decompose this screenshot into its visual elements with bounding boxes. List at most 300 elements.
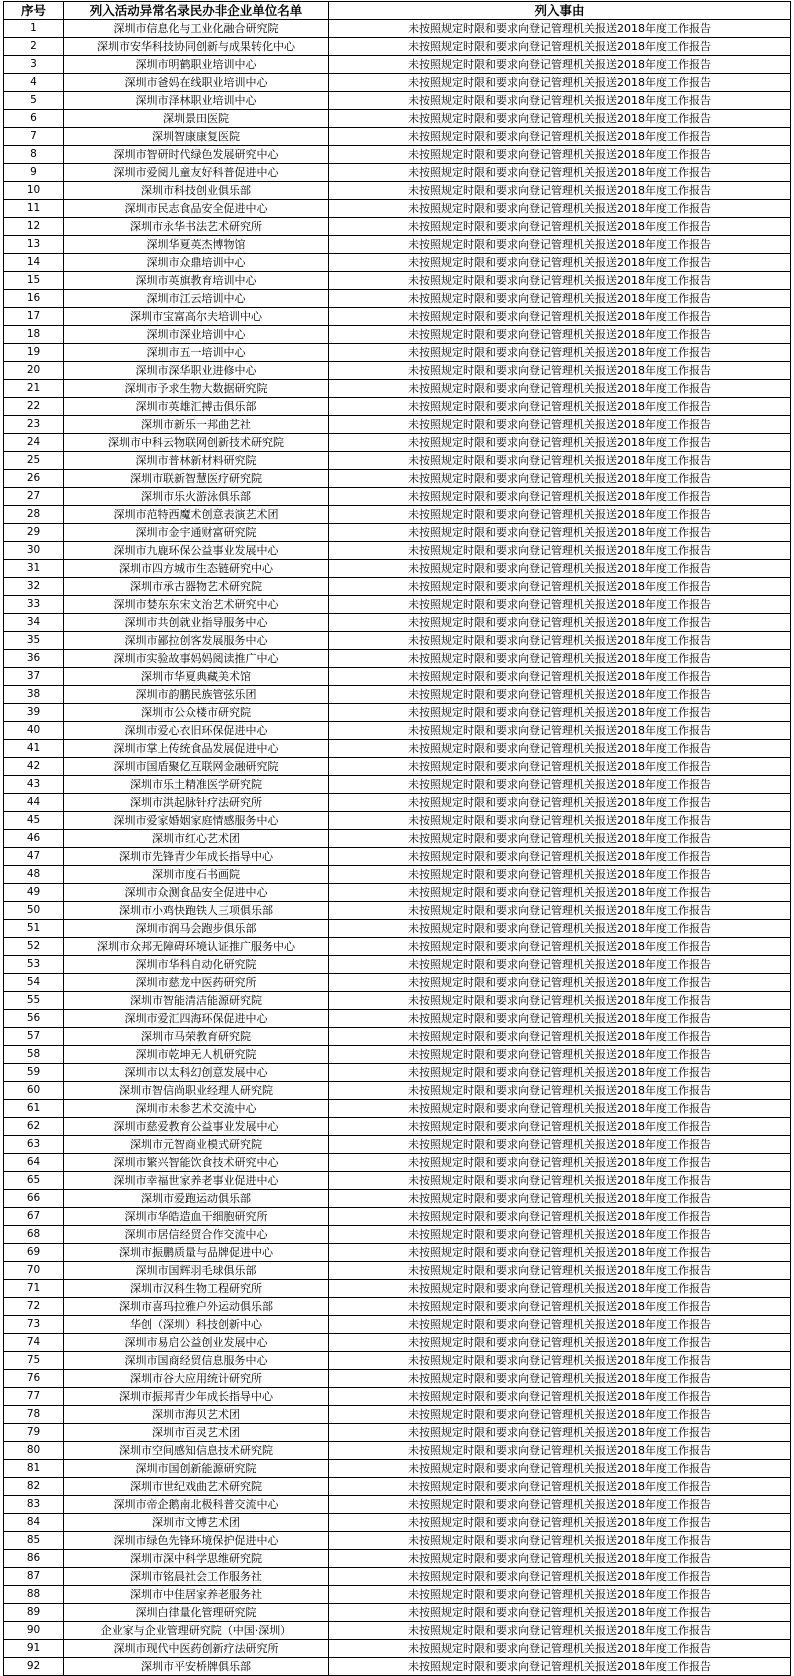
row-index-cell: 68 [4, 1226, 64, 1244]
row-org-name-cell: 深圳市润马会跑步俱乐部 [64, 920, 329, 938]
row-index-cell: 10 [4, 182, 64, 200]
row-org-name-cell: 深圳市华皓造血干细胞研究所 [64, 1208, 329, 1226]
table-row [4, 1046, 791, 1064]
row-index-cell: 70 [4, 1262, 64, 1280]
row-reason-cell: 未按照规定时限和要求向登记管理机关报送2018年度工作报告 [329, 1136, 791, 1154]
row-org-name-cell: 深圳市平安桥牌俱乐部 [64, 1658, 329, 1676]
row-index-cell: 85 [4, 1532, 64, 1550]
row-reason-cell: 未按照规定时限和要求向登记管理机关报送2018年度工作报告 [329, 920, 791, 938]
row-org-name-cell: 深圳市元智商业模式研究院 [64, 1136, 329, 1154]
row-index-cell: 74 [4, 1334, 64, 1352]
row-org-name-cell: 深圳市洪起脉针疗法研究所 [64, 794, 329, 812]
table-row [4, 1586, 791, 1604]
row-index-cell: 4 [4, 74, 64, 92]
row-reason-cell: 未按照规定时限和要求向登记管理机关报送2018年度工作报告 [329, 434, 791, 452]
row-index-cell: 35 [4, 632, 64, 650]
row-org-name-cell: 深圳市谷大应用统计研究所 [64, 1370, 329, 1388]
row-reason-cell: 未按照规定时限和要求向登记管理机关报送2018年度工作报告 [329, 326, 791, 344]
row-org-name-cell: 深圳市众测食品安全促进中心 [64, 884, 329, 902]
row-index-cell: 31 [4, 560, 64, 578]
table-row [4, 1622, 791, 1640]
table-row [4, 1442, 791, 1460]
row-index-cell: 72 [4, 1298, 64, 1316]
row-reason-cell: 未按照规定时限和要求向登记管理机关报送2018年度工作报告 [329, 398, 791, 416]
row-reason-cell: 未按照规定时限和要求向登记管理机关报送2018年度工作报告 [329, 344, 791, 362]
row-index-cell: 20 [4, 362, 64, 380]
row-reason-cell: 未按照规定时限和要求向登记管理机关报送2018年度工作报告 [329, 506, 791, 524]
row-org-name-cell: 深圳市乾坤无人机研究院 [64, 1046, 329, 1064]
row-reason-cell: 未按照规定时限和要求向登记管理机关报送2018年度工作报告 [329, 1028, 791, 1046]
table-row [4, 182, 791, 200]
table-row [4, 1280, 791, 1298]
row-index-cell: 73 [4, 1316, 64, 1334]
table-row [4, 236, 791, 254]
table-row [4, 1082, 791, 1100]
table-row [4, 128, 791, 146]
row-org-name-cell: 深圳市韵鹏民族管弦乐团 [64, 686, 329, 704]
row-org-name-cell: 深圳市智研时代绿色发展研究中心 [64, 146, 329, 164]
row-org-name-cell: 深圳白律量化管理研究院 [64, 1604, 329, 1622]
row-org-name-cell: 深圳市范特西魔术创意表演艺术团 [64, 506, 329, 524]
row-index-cell: 11 [4, 200, 64, 218]
row-org-name-cell: 深圳市小鸡快跑铁人三项俱乐部 [64, 902, 329, 920]
row-org-name-cell: 深圳市百灵艺术团 [64, 1424, 329, 1442]
row-index-cell: 69 [4, 1244, 64, 1262]
row-org-name-cell: 深圳市国辉羽毛球俱乐部 [64, 1262, 329, 1280]
table-row [4, 200, 791, 218]
row-reason-cell: 未按照规定时限和要求向登记管理机关报送2018年度工作报告 [329, 1622, 791, 1640]
table-row [4, 902, 791, 920]
row-reason-cell: 未按照规定时限和要求向登记管理机关报送2018年度工作报告 [329, 1280, 791, 1298]
row-org-name-cell: 深圳市智能清洁能源研究院 [64, 992, 329, 1010]
table-row [4, 776, 791, 794]
table-row [4, 1064, 791, 1082]
row-org-name-cell: 深圳市婪东东宋文治艺术研究中心 [64, 596, 329, 614]
row-index-cell: 86 [4, 1550, 64, 1568]
row-reason-cell: 未按照规定时限和要求向登记管理机关报送2018年度工作报告 [329, 542, 791, 560]
row-org-name-cell: 深圳市绿色先锋环境保护促进中心 [64, 1532, 329, 1550]
row-index-cell: 37 [4, 668, 64, 686]
table-row [4, 956, 791, 974]
row-index-cell: 53 [4, 956, 64, 974]
table-row [4, 1424, 791, 1442]
row-org-name-cell: 深圳市爱家婚姻家庭情感服务中心 [64, 812, 329, 830]
row-org-name-cell: 深圳市泽林职业培训中心 [64, 92, 329, 110]
row-org-name-cell: 深圳市幸福世家养老事业促进中心 [64, 1172, 329, 1190]
row-index-cell: 81 [4, 1460, 64, 1478]
row-index-cell: 36 [4, 650, 64, 668]
row-org-name-cell: 深圳市联新智慧医疗研究院 [64, 470, 329, 488]
row-reason-cell: 未按照规定时限和要求向登记管理机关报送2018年度工作报告 [329, 1244, 791, 1262]
table-row [4, 92, 791, 110]
row-index-cell: 5 [4, 92, 64, 110]
row-reason-cell: 未按照规定时限和要求向登记管理机关报送2018年度工作报告 [329, 452, 791, 470]
row-index-cell: 23 [4, 416, 64, 434]
table-row [4, 1640, 791, 1658]
row-reason-cell: 未按照规定时限和要求向登记管理机关报送2018年度工作报告 [329, 236, 791, 254]
row-reason-cell: 未按照规定时限和要求向登记管理机关报送2018年度工作报告 [329, 578, 791, 596]
row-reason-cell: 未按照规定时限和要求向登记管理机关报送2018年度工作报告 [329, 1154, 791, 1172]
row-org-name-cell: 深圳市四方城市生态链研究中心 [64, 560, 329, 578]
row-index-cell: 6 [4, 110, 64, 128]
table-row [4, 1118, 791, 1136]
row-index-cell: 19 [4, 344, 64, 362]
row-org-name-cell: 深圳市爱阅儿童友好科普促进中心 [64, 164, 329, 182]
row-index-cell: 26 [4, 470, 64, 488]
table-row [4, 830, 791, 848]
table-row [4, 146, 791, 164]
row-org-name-cell: 深圳市予求生物大数据研究院 [64, 380, 329, 398]
table-row [4, 344, 791, 362]
row-org-name-cell: 深圳市承古器物艺术研究院 [64, 578, 329, 596]
row-org-name-cell: 深圳市众鼎培训中心 [64, 254, 329, 272]
row-org-name-cell: 深圳市中科云物联网创新技术研究院 [64, 434, 329, 452]
row-reason-cell: 未按照规定时限和要求向登记管理机关报送2018年度工作报告 [329, 1406, 791, 1424]
row-org-name-cell: 深圳华夏英杰博物馆 [64, 236, 329, 254]
row-index-cell: 34 [4, 614, 64, 632]
row-index-cell: 45 [4, 812, 64, 830]
row-index-cell: 22 [4, 398, 64, 416]
row-index-cell: 92 [4, 1658, 64, 1676]
table-row [4, 20, 791, 38]
row-org-name-cell: 深圳市明鹤职业培训中心 [64, 56, 329, 74]
row-reason-cell: 未按照规定时限和要求向登记管理机关报送2018年度工作报告 [329, 110, 791, 128]
table-row [4, 1532, 791, 1550]
row-index-cell: 61 [4, 1100, 64, 1118]
table-row [4, 1208, 791, 1226]
row-index-cell: 59 [4, 1064, 64, 1082]
row-reason-cell: 未按照规定时限和要求向登记管理机关报送2018年度工作报告 [329, 938, 791, 956]
table-row [4, 722, 791, 740]
row-org-name-cell: 深圳市永华书法艺术研究所 [64, 218, 329, 236]
row-reason-cell: 未按照规定时限和要求向登记管理机关报送2018年度工作报告 [329, 740, 791, 758]
header-row [4, 2, 791, 20]
row-reason-cell: 未按照规定时限和要求向登记管理机关报送2018年度工作报告 [329, 524, 791, 542]
row-org-name-cell: 深圳市共创就业指导服务中心 [64, 614, 329, 632]
row-reason-cell: 未按照规定时限和要求向登记管理机关报送2018年度工作报告 [329, 362, 791, 380]
row-index-cell: 14 [4, 254, 64, 272]
row-org-name-cell: 深圳市慈爱教育公益事业发展中心 [64, 1118, 329, 1136]
row-org-name-cell: 深圳市公众楼市研究院 [64, 704, 329, 722]
row-org-name-cell: 深圳市爸妈在线职业培训中心 [64, 74, 329, 92]
row-index-cell: 43 [4, 776, 64, 794]
row-reason-cell: 未按照规定时限和要求向登记管理机关报送2018年度工作报告 [329, 92, 791, 110]
row-reason-cell: 未按照规定时限和要求向登记管理机关报送2018年度工作报告 [329, 1082, 791, 1100]
row-reason-cell: 未按照规定时限和要求向登记管理机关报送2018年度工作报告 [329, 1118, 791, 1136]
table-row [4, 290, 791, 308]
table-row [4, 1460, 791, 1478]
row-index-cell: 58 [4, 1046, 64, 1064]
row-reason-cell: 未按照规定时限和要求向登记管理机关报送2018年度工作报告 [329, 1370, 791, 1388]
row-reason-cell: 未按照规定时限和要求向登记管理机关报送2018年度工作报告 [329, 164, 791, 182]
row-index-cell: 60 [4, 1082, 64, 1100]
table-row [4, 452, 791, 470]
row-org-name-cell: 深圳景田医院 [64, 110, 329, 128]
row-reason-cell: 未按照规定时限和要求向登记管理机关报送2018年度工作报告 [329, 1658, 791, 1676]
table-row [4, 596, 791, 614]
row-reason-cell: 未按照规定时限和要求向登记管理机关报送2018年度工作报告 [329, 1064, 791, 1082]
row-org-name-cell: 深圳市铭晨社会工作服务社 [64, 1568, 329, 1586]
row-reason-cell: 未按照规定时限和要求向登记管理机关报送2018年度工作报告 [329, 1424, 791, 1442]
row-index-cell: 66 [4, 1190, 64, 1208]
table-row [4, 1370, 791, 1388]
row-index-cell: 29 [4, 524, 64, 542]
table-row [4, 1172, 791, 1190]
table-row [4, 164, 791, 182]
row-index-cell: 1 [4, 20, 64, 38]
table-row [4, 1352, 791, 1370]
row-org-name-cell: 深圳市民志食品安全促进中心 [64, 200, 329, 218]
row-org-name-cell: 深圳市振邦青少年成长指导中心 [64, 1388, 329, 1406]
table-row [4, 1496, 791, 1514]
row-org-name-cell: 深圳市新乐一邦曲艺社 [64, 416, 329, 434]
row-reason-cell: 未按照规定时限和要求向登记管理机关报送2018年度工作报告 [329, 686, 791, 704]
row-reason-cell: 未按照规定时限和要求向登记管理机关报送2018年度工作报告 [329, 1010, 791, 1028]
row-reason-cell: 未按照规定时限和要求向登记管理机关报送2018年度工作报告 [329, 1046, 791, 1064]
row-org-name-cell: 深圳市普林新材料研究院 [64, 452, 329, 470]
row-org-name-cell: 深圳市汉科生物工程研究所 [64, 1280, 329, 1298]
row-index-cell: 76 [4, 1370, 64, 1388]
table-row [4, 488, 791, 506]
row-reason-cell: 未按照规定时限和要求向登记管理机关报送2018年度工作报告 [329, 812, 791, 830]
row-index-cell: 62 [4, 1118, 64, 1136]
table-row [4, 758, 791, 776]
row-index-cell: 15 [4, 272, 64, 290]
row-reason-cell: 未按照规定时限和要求向登记管理机关报送2018年度工作报告 [329, 1352, 791, 1370]
table-row [4, 1226, 791, 1244]
row-org-name-cell: 深圳市宝富高尔夫培训中心 [64, 308, 329, 326]
table-row [4, 380, 791, 398]
table-row [4, 938, 791, 956]
row-index-cell: 90 [4, 1622, 64, 1640]
row-org-name-cell: 深圳市九鹿环保公益事业发展中心 [64, 542, 329, 560]
row-index-cell: 71 [4, 1280, 64, 1298]
table-row [4, 812, 791, 830]
row-org-name-cell: 深圳市爱汇四海环保促进中心 [64, 1010, 329, 1028]
row-org-name-cell: 深圳市慈龙中医药研究所 [64, 974, 329, 992]
row-reason-cell: 未按照规定时限和要求向登记管理机关报送2018年度工作报告 [329, 20, 791, 38]
table-row [4, 1316, 791, 1334]
table-row [4, 506, 791, 524]
row-reason-cell: 未按照规定时限和要求向登记管理机关报送2018年度工作报告 [329, 1172, 791, 1190]
row-index-cell: 57 [4, 1028, 64, 1046]
row-index-cell: 65 [4, 1172, 64, 1190]
table-row [4, 1388, 791, 1406]
table-row [4, 56, 791, 74]
row-reason-cell: 未按照规定时限和要求向登记管理机关报送2018年度工作报告 [329, 1478, 791, 1496]
row-org-name-cell: 深圳市易启公益创业发展中心 [64, 1334, 329, 1352]
row-reason-cell: 未按照规定时限和要求向登记管理机关报送2018年度工作报告 [329, 830, 791, 848]
table-row [4, 560, 791, 578]
table-row [4, 1136, 791, 1154]
row-org-name-cell: 深圳市深中科学思维研究院 [64, 1550, 329, 1568]
table-row [4, 272, 791, 290]
row-reason-cell: 未按照规定时限和要求向登记管理机关报送2018年度工作报告 [329, 902, 791, 920]
row-reason-cell: 未按照规定时限和要求向登记管理机关报送2018年度工作报告 [329, 128, 791, 146]
table-row [4, 1154, 791, 1172]
row-org-name-cell: 深圳市信息化与工业化融合研究院 [64, 20, 329, 38]
row-index-cell: 18 [4, 326, 64, 344]
table-row [4, 416, 791, 434]
row-index-cell: 32 [4, 578, 64, 596]
row-org-name-cell: 深圳市文博艺术团 [64, 1514, 329, 1532]
row-index-cell: 2 [4, 38, 64, 56]
row-org-name-cell: 深圳市英雄汇搏击俱乐部 [64, 398, 329, 416]
table-row [4, 974, 791, 992]
row-index-cell: 9 [4, 164, 64, 182]
row-reason-cell: 未按照规定时限和要求向登记管理机关报送2018年度工作报告 [329, 992, 791, 1010]
table-row [4, 1298, 791, 1316]
row-index-cell: 8 [4, 146, 64, 164]
table-row [4, 650, 791, 668]
row-org-name-cell: 深圳市众邦无障碍环境认证推广服务中心 [64, 938, 329, 956]
row-index-cell: 24 [4, 434, 64, 452]
row-reason-cell: 未按照规定时限和要求向登记管理机关报送2018年度工作报告 [329, 272, 791, 290]
table-row [4, 1100, 791, 1118]
row-index-cell: 67 [4, 1208, 64, 1226]
row-org-name-cell: 深圳市科技创业俱乐部 [64, 182, 329, 200]
row-index-cell: 46 [4, 830, 64, 848]
row-index-cell: 84 [4, 1514, 64, 1532]
table-row [4, 218, 791, 236]
table-row [4, 884, 791, 902]
table-row [4, 1568, 791, 1586]
row-org-name-cell: 深圳市金宇通财富研究院 [64, 524, 329, 542]
table-row [4, 524, 791, 542]
row-reason-cell: 未按照规定时限和要求向登记管理机关报送2018年度工作报告 [329, 1514, 791, 1532]
table-row [4, 110, 791, 128]
row-org-name-cell: 深圳市乐土精准医学研究院 [64, 776, 329, 794]
row-org-name-cell: 企业家与企业管理研究院（中国·深圳） [64, 1622, 329, 1640]
table-row [4, 614, 791, 632]
header-reason: 列入事由 [329, 2, 791, 20]
row-index-cell: 40 [4, 722, 64, 740]
table-row [4, 686, 791, 704]
row-reason-cell: 未按照规定时限和要求向登记管理机关报送2018年度工作报告 [329, 146, 791, 164]
row-reason-cell: 未按照规定时限和要求向登记管理机关报送2018年度工作报告 [329, 1550, 791, 1568]
row-reason-cell: 未按照规定时限和要求向登记管理机关报送2018年度工作报告 [329, 1640, 791, 1658]
row-org-name-cell: 深圳市实验故事妈妈阅读推广中心 [64, 650, 329, 668]
row-org-name-cell: 深圳市安华科技协同创新与成果转化中心 [64, 38, 329, 56]
row-reason-cell: 未按照规定时限和要求向登记管理机关报送2018年度工作报告 [329, 182, 791, 200]
row-reason-cell: 未按照规定时限和要求向登记管理机关报送2018年度工作报告 [329, 668, 791, 686]
row-index-cell: 16 [4, 290, 64, 308]
table-row [4, 398, 791, 416]
row-index-cell: 42 [4, 758, 64, 776]
row-reason-cell: 未按照规定时限和要求向登记管理机关报送2018年度工作报告 [329, 704, 791, 722]
table-row [4, 1028, 791, 1046]
table-row [4, 1658, 791, 1676]
row-index-cell: 13 [4, 236, 64, 254]
row-org-name-cell: 深圳市现代中医药创新疗法研究所 [64, 1640, 329, 1658]
row-reason-cell: 未按照规定时限和要求向登记管理机关报送2018年度工作报告 [329, 1496, 791, 1514]
table-row [4, 1550, 791, 1568]
row-reason-cell: 未按照规定时限和要求向登记管理机关报送2018年度工作报告 [329, 200, 791, 218]
row-org-name-cell: 深圳市掌上传统食品发展促进中心 [64, 740, 329, 758]
table-row [4, 434, 791, 452]
row-index-cell: 89 [4, 1604, 64, 1622]
row-index-cell: 87 [4, 1568, 64, 1586]
row-reason-cell: 未按照规定时限和要求向登记管理机关报送2018年度工作报告 [329, 1208, 791, 1226]
row-org-name-cell: 深圳市世纪戏曲艺术研究院 [64, 1478, 329, 1496]
row-reason-cell: 未按照规定时限和要求向登记管理机关报送2018年度工作报告 [329, 776, 791, 794]
row-index-cell: 38 [4, 686, 64, 704]
row-org-name-cell: 深圳市五一培训中心 [64, 344, 329, 362]
row-reason-cell: 未按照规定时限和要求向登记管理机关报送2018年度工作报告 [329, 1316, 791, 1334]
row-reason-cell: 未按照规定时限和要求向登记管理机关报送2018年度工作报告 [329, 758, 791, 776]
row-reason-cell: 未按照规定时限和要求向登记管理机关报送2018年度工作报告 [329, 1190, 791, 1208]
row-org-name-cell: 深圳市国商经贸信息服务中心 [64, 1352, 329, 1370]
row-index-cell: 41 [4, 740, 64, 758]
row-reason-cell: 未按照规定时限和要求向登记管理机关报送2018年度工作报告 [329, 596, 791, 614]
row-reason-cell: 未按照规定时限和要求向登记管理机关报送2018年度工作报告 [329, 866, 791, 884]
table-body [4, 20, 791, 1676]
table-row [4, 704, 791, 722]
table-row [4, 470, 791, 488]
row-reason-cell: 未按照规定时限和要求向登记管理机关报送2018年度工作报告 [329, 884, 791, 902]
row-reason-cell: 未按照规定时限和要求向登记管理机关报送2018年度工作报告 [329, 1334, 791, 1352]
row-index-cell: 25 [4, 452, 64, 470]
table-row [4, 1244, 791, 1262]
row-index-cell: 88 [4, 1586, 64, 1604]
table-row [4, 1604, 791, 1622]
row-reason-cell: 未按照规定时限和要求向登记管理机关报送2018年度工作报告 [329, 632, 791, 650]
table-row [4, 632, 791, 650]
row-org-name-cell: 深圳市国创新能源研究院 [64, 1460, 329, 1478]
row-org-name-cell: 深圳市度石书画院 [64, 866, 329, 884]
row-reason-cell: 未按照规定时限和要求向登记管理机关报送2018年度工作报告 [329, 794, 791, 812]
row-org-name-cell: 深圳市帝企鹅南北极科普交流中心 [64, 1496, 329, 1514]
table-row [4, 1406, 791, 1424]
row-org-name-cell: 深圳市爱心衣旧环保促进中心 [64, 722, 329, 740]
row-index-cell: 3 [4, 56, 64, 74]
row-index-cell: 48 [4, 866, 64, 884]
table-row [4, 326, 791, 344]
table-row [4, 308, 791, 326]
row-reason-cell: 未按照规定时限和要求向登记管理机关报送2018年度工作报告 [329, 650, 791, 668]
row-org-name-cell: 深圳市智信尚职业经理人研究院 [64, 1082, 329, 1100]
row-org-name-cell: 华创（深圳）科技创新中心 [64, 1316, 329, 1334]
row-reason-cell: 未按照规定时限和要求向登记管理机关报送2018年度工作报告 [329, 218, 791, 236]
row-reason-cell: 未按照规定时限和要求向登记管理机关报送2018年度工作报告 [329, 56, 791, 74]
row-reason-cell: 未按照规定时限和要求向登记管理机关报送2018年度工作报告 [329, 1604, 791, 1622]
row-index-cell: 91 [4, 1640, 64, 1658]
row-org-name-cell: 深圳市深业培训中心 [64, 326, 329, 344]
table-row [4, 992, 791, 1010]
table-row [4, 578, 791, 596]
row-index-cell: 54 [4, 974, 64, 992]
row-reason-cell: 未按照规定时限和要求向登记管理机关报送2018年度工作报告 [329, 560, 791, 578]
table-header [4, 2, 791, 20]
row-org-name-cell: 深圳市马荣教育研究院 [64, 1028, 329, 1046]
row-index-cell: 64 [4, 1154, 64, 1172]
table-row [4, 1334, 791, 1352]
row-org-name-cell: 深圳市深华职业进修中心 [64, 362, 329, 380]
row-reason-cell: 未按照规定时限和要求向登记管理机关报送2018年度工作报告 [329, 308, 791, 326]
row-org-name-cell: 深圳市喜玛拉雅户外运动俱乐部 [64, 1298, 329, 1316]
row-org-name-cell: 深圳市英旗教育培训中心 [64, 272, 329, 290]
row-org-name-cell: 深圳市居信经贸合作交流中心 [64, 1226, 329, 1244]
row-reason-cell: 未按照规定时限和要求向登记管理机关报送2018年度工作报告 [329, 470, 791, 488]
header-org-name: 列入活动异常名录民办非企业单位名单 [64, 2, 329, 20]
table-row [4, 1190, 791, 1208]
table-row [4, 38, 791, 56]
table-row [4, 74, 791, 92]
row-reason-cell: 未按照规定时限和要求向登记管理机关报送2018年度工作报告 [329, 254, 791, 272]
row-org-name-cell: 深圳市中佳居家养老服务社 [64, 1586, 329, 1604]
row-reason-cell: 未按照规定时限和要求向登记管理机关报送2018年度工作报告 [329, 38, 791, 56]
row-org-name-cell: 深圳市空间感知信息技术研究院 [64, 1442, 329, 1460]
